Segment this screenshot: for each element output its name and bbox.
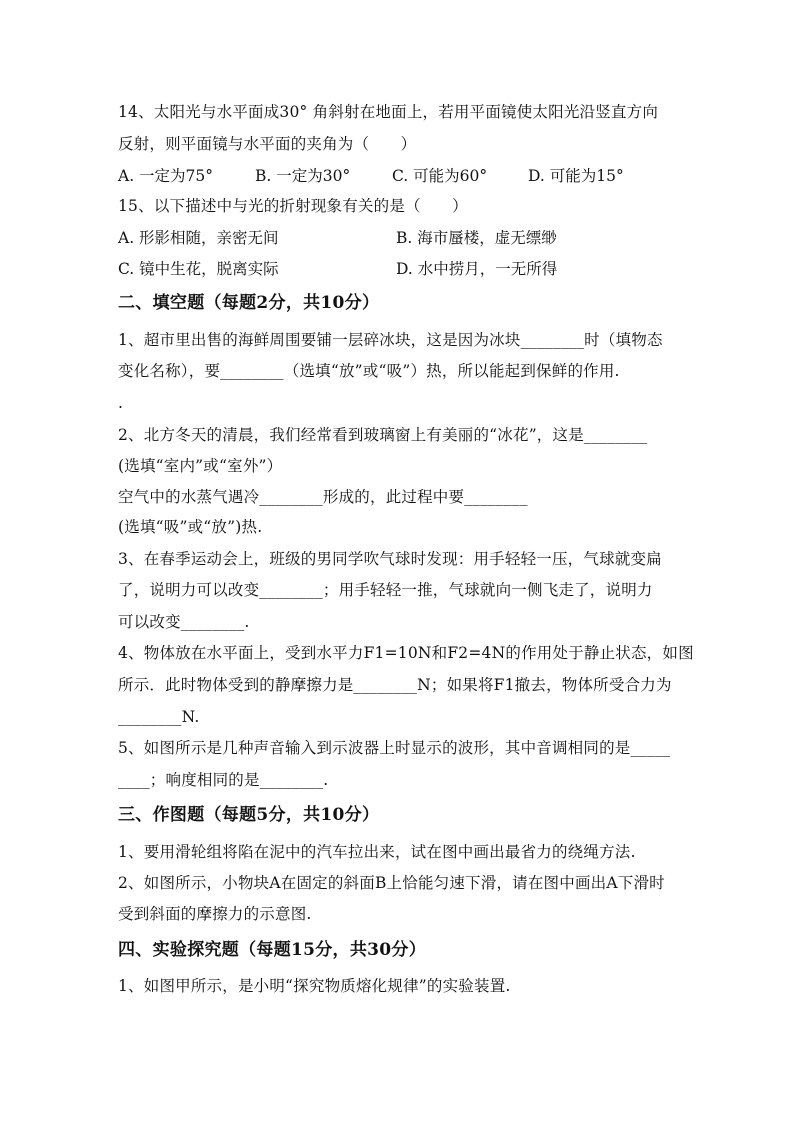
- q15-option-b: B. 海市蜃楼，虚无缥缈: [396, 229, 557, 247]
- fill-q2-line-3: 空气中的水蒸气遇冷________形成的，此过程中要________: [118, 488, 528, 506]
- draw-q1: 1、要用滑轮组将陷在泥中的汽车拉出来，试在图中画出最省力的绕绳方法.: [118, 843, 636, 861]
- q14-stem-line-1: 14、太阳光与水平面成30° 角斜射在地面上，若用平面镜使太阳光沿竖直方向: [118, 103, 659, 121]
- q14-option-b: B. 一定为30°: [255, 167, 351, 185]
- draw-q2-line-2: 受到斜面的摩擦力的示意图.: [118, 905, 312, 923]
- fill-q2-line-2: (选填“室内”或“室外”）: [118, 457, 283, 475]
- q14-option-a: A. 一定为75°: [118, 167, 214, 185]
- fill-q1-line-2: 变化名称），要________（选填“放”或“吸”）热，所以能起到保鲜的作用.: [118, 362, 620, 380]
- section-2-heading: 二、填空题（每题2分，共10分）: [118, 293, 380, 313]
- q14-option-c: C. 可能为60°: [392, 167, 488, 185]
- fill-q4-line-2: 所示．此时物体受到的静摩擦力是________N；如果将F1撤去，物体所受合力为: [118, 676, 672, 694]
- fill-q3-line-2: 了，说明力可以改变________；用手轻轻一推，气球就向一侧飞走了，说明力: [118, 581, 653, 599]
- q15-option-c: C. 镜中生花，脱离实际: [118, 260, 279, 278]
- lab-q1-line-1: 1、如图甲所示，是小明“探究物质熔化规律”的实验装置.: [118, 977, 511, 995]
- section-3-heading: 三、作图题（每题5分，共10分）: [118, 805, 380, 825]
- fill-q2-line-1: 2、北方冬天的清晨，我们经常看到玻璃窗上有美丽的“冰花”，这是________: [118, 426, 648, 444]
- q14-stem-line-2: 反射，则平面镜与水平面的夹角为（ ）: [118, 135, 417, 153]
- draw-q2-line-1: 2、如图所示，小物块A在固定的斜面B上恰能匀速下滑，请在图中画出A下滑时: [118, 874, 665, 892]
- q15-option-a: A. 形影相随，亲密无间: [118, 229, 279, 247]
- q15-stem: 15、以下描述中与光的折射现象有关的是（ ）: [118, 197, 468, 215]
- fill-q3-line-1: 3、在春季运动会上，班级的男同学吹气球时发现：用手轻轻一压，气球就变扁: [118, 550, 662, 568]
- q15-option-d: D. 水中捞月，一无所得: [396, 260, 558, 278]
- fill-q4-line-1: 4、物体放在水平面上，受到水平力F1=10N和F2=4N的作用处于静止状态，如图: [118, 644, 694, 662]
- fill-q1-line-1: 1、超市里出售的海鲜周围要铺一层碎冰块，这是因为冰块________时（填物态: [118, 331, 663, 349]
- fill-q2-line-4: (选填“吸”或“放”)热.: [118, 518, 263, 536]
- q14-option-d: D. 可能为15°: [528, 167, 624, 185]
- fill-q5-line-2: ____；响度相同的是________.: [118, 771, 329, 789]
- fill-q3-line-3: 可以改变________.: [118, 613, 250, 631]
- fill-q5-line-1: 5、如图所示是几种声音输入到示波器上时显示的波形，其中音调相同的是_____: [118, 739, 671, 757]
- section-4-heading: 四、实验探究题（每题15分，共30分）: [118, 940, 427, 960]
- fill-q1-line-3: .: [118, 394, 124, 412]
- fill-q4-line-3: ________N.: [118, 708, 200, 726]
